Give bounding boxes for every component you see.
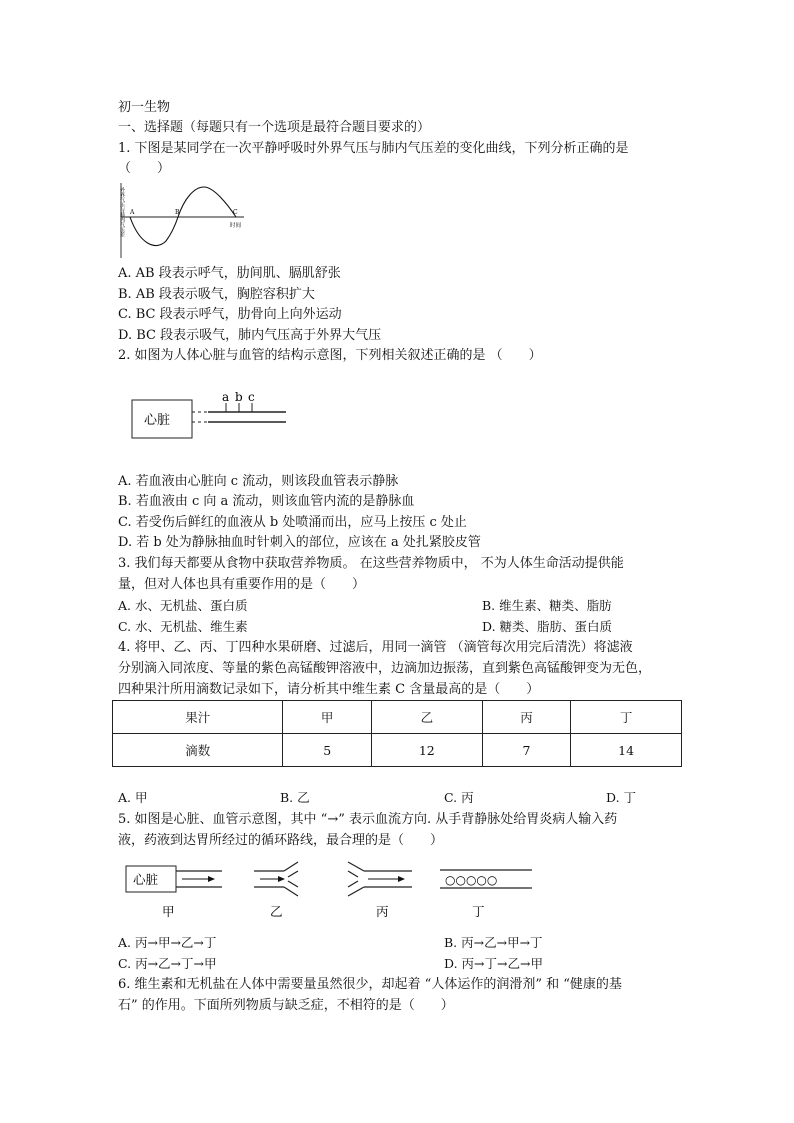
q5-option-c: C. 丙→乙→丁→甲 [118,956,217,971]
section-heading: 一、选择题（每题只有一个选项是最符合题目要求的） [118,120,431,135]
q4-option-a: A. 甲 [118,790,148,805]
q2-heart-vessel-diagram [130,386,290,442]
q5-yi-inner-top [288,871,298,877]
q3-option-b: B. 维生素、糖类、脂肪 [482,598,612,613]
q1-point-c: C [233,209,238,216]
q2-option-d: D. 若 b 处为静脉抽血时针刺入的部位，应该在 a 处扎紧胶皮管 [118,535,481,550]
q3-stem-line2: 量，但对人体也具有重要作用的是（ ） [118,577,366,592]
q4-stem-line3: 四种果汁所用滴数记录如下，请分析其中维生素 C 含量最高的是（ ） [118,682,540,697]
q3-option-d: D. 糖类、脂肪、蛋白质 [482,619,613,634]
table-row [113,701,682,734]
q1-option-a: A. AB 段表示呼气，肋间肌、膈肌舒张 [118,266,341,281]
q5-bing-inner-top [348,871,358,877]
q4-option-c: C. 丙 [444,790,474,805]
q1-option-b: B. AB 段表示吸气，胸腔容积扩大 [118,287,315,302]
q2-label-c: c [248,390,255,404]
q5-bing-branch-bottom [348,887,364,896]
q5-yi-branch-bottom [284,887,298,896]
q4-stem-line1: 4. 将甲、乙、丙、丁四种水果研磨、过滤后，用同一滴管 （滴管每次用完后清洗）将滤液 [118,640,633,655]
q1-pressure-graph [118,181,250,261]
q1-point-b: B [175,209,180,216]
q5-heart-label: 心脏 [133,872,159,887]
q2-option-c: C. 若受伤后鲜红的血液从 b 处喷涌而出，应马上按压 c 处止 [118,515,467,530]
q5-vessel-diagram [118,858,548,922]
q5-yi-branch-top [284,862,298,871]
q2-heart-label: 心脏 [144,413,171,428]
q5-stem-line2: 液，药液到达胃所经过的循环路线，最合理的是（ ） [118,833,444,848]
q4-stem-line2: 分别滴入同浓度、等量的紫色高锰酸钾溶液中，边滴加边振荡，直到紫色高锰酸钾变为无色， [118,661,652,676]
q1-option-d: D. BC 段表示吸气，肺内气压高于外界大气压 [118,328,382,343]
q5-diagram-yi [254,862,298,896]
q2-label-a: a [222,390,230,404]
q3-option-a: A. 水、无机盐、蛋白质 [118,598,248,613]
q5-diagram-ding [440,870,532,888]
doc-title: 初一生物 [118,100,171,115]
q5-option-a: A. 丙→甲→乙→丁 [118,935,217,950]
q5-label-yi: 乙 [270,904,283,919]
q1-option-c: C. BC 段表示呼气，肋骨向上向外运动 [118,307,342,322]
table-header-jia: 甲 [283,701,372,734]
table-row [113,734,682,767]
q1-stem-line1: 1. 下图是某同学在一次平静呼吸时外界气压与肺内气压差的变化曲线，下列分析正确的是 [118,141,629,156]
q5-diagram-bing [348,862,412,896]
q5-bing-inner-bottom [348,881,358,887]
q4-option-d: D. 丁 [606,790,637,805]
q5-label-ding: 丁 [472,904,485,919]
q3-option-c: C. 水、无机盐、维生素 [118,619,248,634]
q5-label-bing: 丙 [376,904,389,919]
q2-label-b: b [235,390,243,404]
table-header-ding: 丁 [571,701,682,734]
q6-stem-line2: 石” 的作用。下面所列物质与缺乏症，不相符的是（ ） [118,998,454,1013]
table-cell-ding: 14 [571,734,682,767]
q2-option-a: A. 若血液由心脏向 c 流动，则该段血管表示静脉 [118,474,399,489]
q5-bing-branch-top [348,862,364,871]
q2-option-b: B. 若血液由 c 向 a 流动，则该血管内流的是静脉血 [118,494,415,509]
q1-graph-xlabel: 时间 [230,223,242,229]
q5-option-d: D. 丙→丁→乙→甲 [444,956,543,971]
q1-point-a: A [130,209,135,216]
table-cell-drops-label: 滴数 [113,734,283,767]
q5-yi-inner-bottom [288,881,298,887]
table-header-fruit: 果汁 [113,701,283,734]
q1-stem-line2: （ ） [118,161,171,176]
q4-option-b: B. 乙 [280,790,310,805]
q3-stem-line1: 3. 我们每天都要从食物中获取营养物质。 在这些营养物质中， 不为人体生命活动提供能 [118,556,624,571]
table-cell-jia: 5 [283,734,372,767]
q5-ding-blood-cells: ○○○○○ [445,873,498,887]
q1-graph-curve [130,187,236,246]
q5-label-jia: 甲 [162,904,175,919]
q1-graph-ylabel: 外界气压与肺内气压差 [119,187,125,237]
q2-stem: 2. 如图为人体心脏与血管的结构示意图，下列相关叙述正确的是 （ ） [118,348,542,363]
q6-stem-line1: 6. 维生素和无机盐在人体中需要量虽然很少，却起着 “人体运作的润滑剂” 和 “健康的基 [118,977,622,992]
table-header-bing: 丙 [482,701,571,734]
q5-stem-line1: 5. 如图是心脏、血管示意图，其中 “→” 表示血流方向. 从手背静脉处给胃炎病人输入药 [118,812,618,827]
q4-drops-table [112,700,682,767]
q5-diagram-jia [126,866,222,892]
table-header-yi: 乙 [371,701,482,734]
table-cell-bing: 7 [482,734,571,767]
q5-option-b: B. 丙→乙→甲→丁 [444,935,543,950]
table-cell-yi: 12 [371,734,482,767]
